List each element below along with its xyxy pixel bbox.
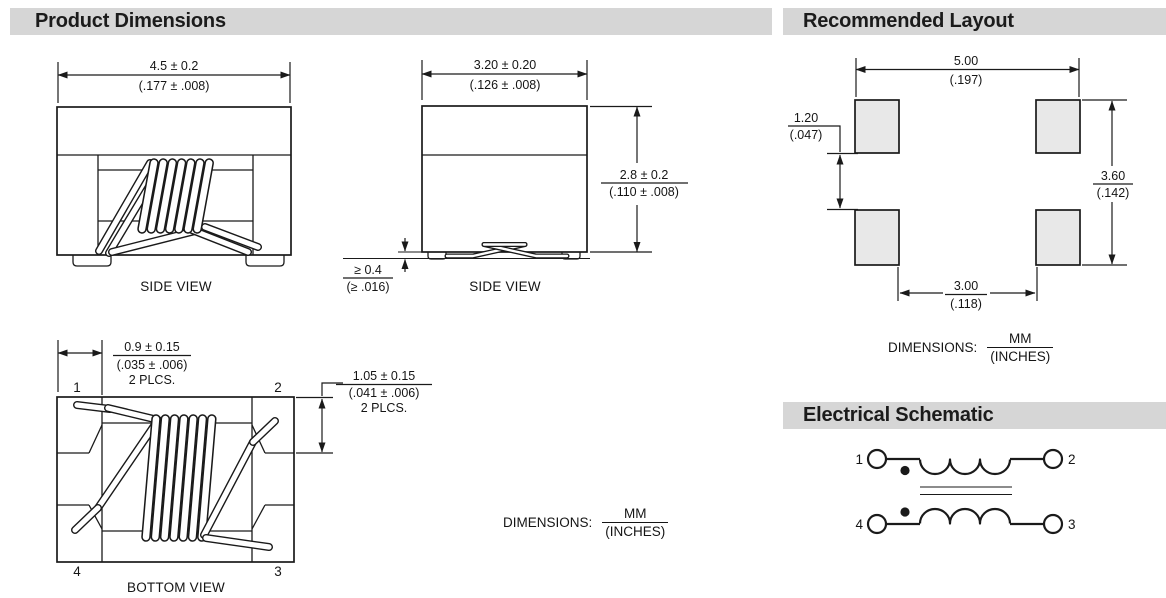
dimensions-note-left <box>503 506 668 539</box>
layout-width-dimension <box>856 54 1079 97</box>
side1-width-in: (.177 ± .008) <box>138 79 210 93</box>
layout-inner-gap-in: (.118) <box>950 297 982 311</box>
schematic-pin-1: 1 <box>855 452 863 467</box>
side1-coil <box>142 163 209 229</box>
side2-width-mm: 3.20 ± 0.20 <box>473 58 537 72</box>
header-electrical-schematic: Electrical Schematic <box>783 402 1166 429</box>
layout-height-mm: 3.60 <box>1100 169 1126 183</box>
side2-height-mm: 2.8 ± 0.2 <box>619 168 669 182</box>
side2-crossed-wires <box>447 245 567 257</box>
schematic-core <box>920 487 1012 495</box>
bottom-pad-length-dimension <box>296 369 432 453</box>
schematic-pin-4: 4 <box>855 517 863 532</box>
bottom-pad-width-note: 2 PLCS. <box>128 373 176 387</box>
schematic-terminal-4 <box>868 515 886 533</box>
dimensions-note-right <box>888 331 1053 364</box>
bottom-view-label: BOTTOM VIEW <box>127 580 225 595</box>
schematic-terminal-2 <box>1044 450 1062 468</box>
side1-right-foot <box>246 255 284 266</box>
side2-height-in: (.110 ± .008) <box>609 185 679 199</box>
side2-width-in: (.126 ± .008) <box>469 78 541 92</box>
layout-pad-top-left <box>855 100 899 153</box>
side1-left-foot <box>73 255 111 266</box>
layout-pads <box>855 100 1080 265</box>
bottom-pad-length-in: (.041 ± .006) <box>348 386 420 400</box>
layout-pad-bottom-left <box>855 210 899 265</box>
side-view-2-drawing <box>335 50 700 305</box>
recommended-layout-drawing <box>780 50 1166 318</box>
side1-view-label: SIDE VIEW <box>140 279 212 294</box>
dimensions-note-fraction <box>602 506 668 539</box>
bottom-pin-4: 4 <box>73 564 81 579</box>
bottom-pad-width-mm: 0.9 ± 0.15 <box>124 340 180 354</box>
schematic-pin-3: 3 <box>1068 517 1076 532</box>
bottom-coil <box>146 419 212 537</box>
dimensions-note-mm: MM <box>1009 331 1032 346</box>
schematic-terminal-1 <box>868 450 886 468</box>
layout-width-mm: 5.00 <box>953 54 979 68</box>
bottom-view-drawing <box>40 330 450 598</box>
layout-inner-gap-dimension <box>898 267 1037 311</box>
layout-pad-bottom-right <box>1036 210 1080 265</box>
layout-pad-top-right <box>1036 100 1080 153</box>
side2-standoff-dimension <box>343 238 405 294</box>
schematic-polarity-dot-secondary <box>900 507 909 516</box>
header-recommended-layout: Recommended Layout <box>783 8 1166 35</box>
bottom-pad-length-note: 2 PLCS. <box>360 401 408 415</box>
layout-height-dimension <box>1082 100 1133 265</box>
dimensions-note-mm: MM <box>624 506 647 521</box>
side1-width-dimension <box>58 59 290 103</box>
bottom-pin-2: 2 <box>274 380 282 395</box>
schematic-secondary-winding <box>855 507 1075 533</box>
dimensions-note-inches: (INCHES) <box>602 522 668 539</box>
dimensions-note-inches: (INCHES) <box>987 347 1053 364</box>
schematic-primary-winding <box>855 450 1075 475</box>
dimensions-note-label: DIMENSIONS: <box>503 515 593 530</box>
bottom-pad-length-mm: 1.05 ± 0.15 <box>352 369 416 383</box>
schematic-pin-2: 2 <box>1068 452 1076 467</box>
side2-standoff-in: (≥ .016) <box>346 280 390 294</box>
layout-inner-gap-mm: 3.00 <box>953 279 979 293</box>
bottom-pin-1: 1 <box>73 380 81 395</box>
side2-left-foot <box>428 252 446 259</box>
schematic-polarity-dot-primary <box>900 466 909 475</box>
layout-vertical-gap-dimension <box>788 111 858 210</box>
dimensions-note-fraction <box>987 331 1053 364</box>
side2-component-body <box>343 106 590 259</box>
side2-view-label: SIDE VIEW <box>469 279 541 294</box>
layout-height-in: (.142) <box>1096 186 1130 200</box>
side2-width-dimension <box>422 58 587 100</box>
bottom-pin-3: 3 <box>274 564 282 579</box>
electrical-schematic-drawing <box>820 436 1120 551</box>
side-view-1-drawing <box>40 50 340 305</box>
header-product-dimensions: Product Dimensions <box>10 8 772 35</box>
schematic-terminal-3 <box>1044 515 1062 533</box>
layout-width-in: (.197) <box>949 73 983 87</box>
side1-width-mm: 4.5 ± 0.2 <box>149 59 199 73</box>
bottom-pad-width-in: (.035 ± .006) <box>116 358 188 372</box>
layout-gap-in: (.047) <box>789 128 823 142</box>
dimensions-note-label: DIMENSIONS: <box>888 340 978 355</box>
side2-standoff-mm: ≥ 0.4 <box>354 263 382 277</box>
side2-height-dimension <box>590 107 688 253</box>
layout-gap-mm: 1.20 <box>793 111 819 125</box>
